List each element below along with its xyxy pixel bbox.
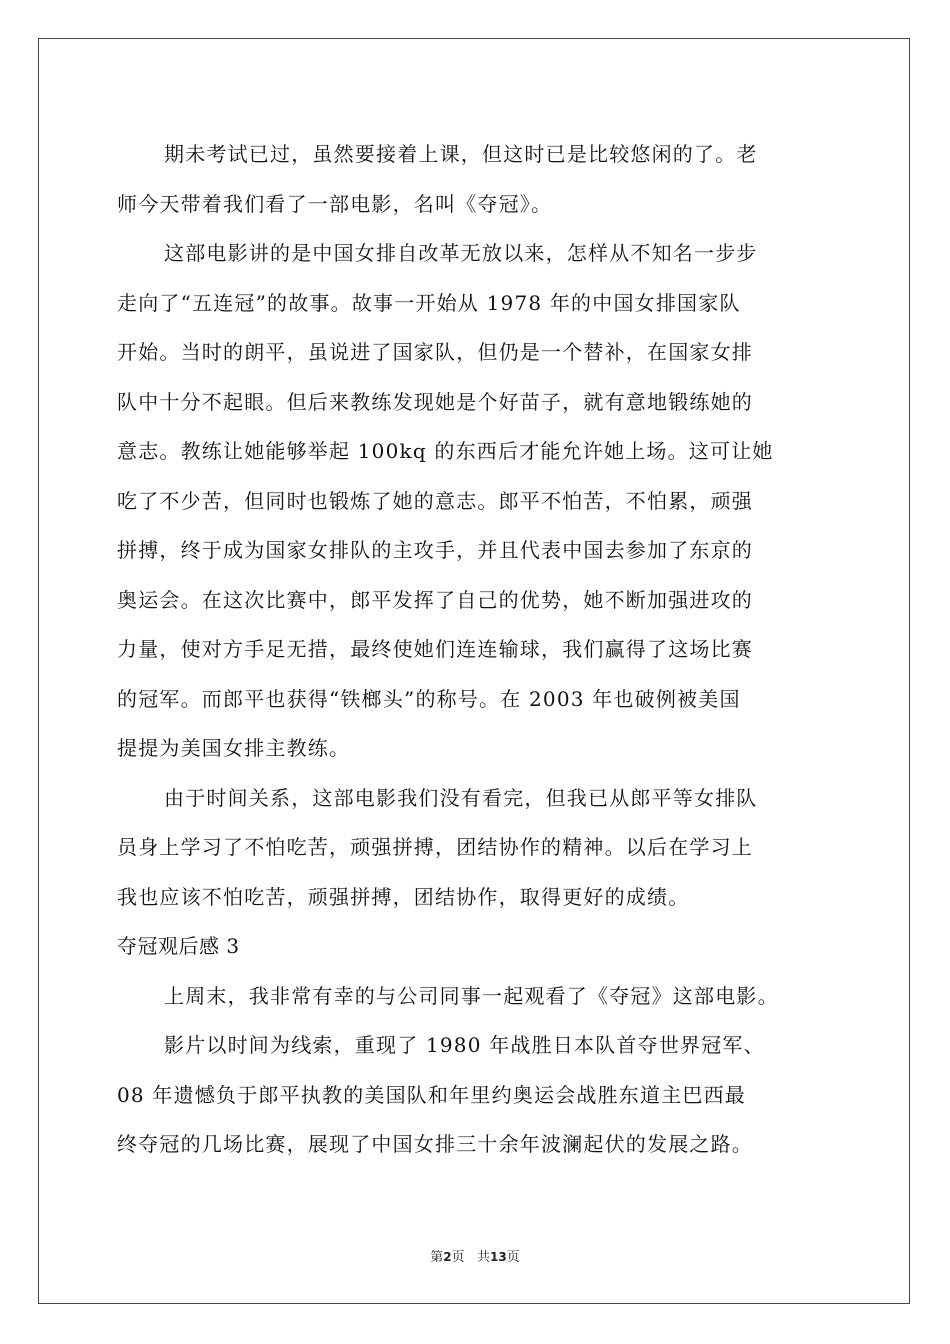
text-line: 力量，使对方手足无措，最终使她们连连输球，我们赢得了这场比赛 (117, 637, 753, 661)
text-line: 由于时间关系，这部电影我们没有看完，但我已从郎平等女排队 (164, 785, 758, 810)
page-number: 2 (443, 1250, 452, 1264)
text-line: 期未考试已过，虽然要接着上课，但这时已是比较悠闲的了。老 (164, 142, 758, 166)
text-line: 开始。当时的朗平，虽说进了国家队，但仍是一个替补，在国家女排 (117, 340, 753, 364)
text-line: 提提为美国女排主教练。 (117, 736, 351, 760)
text-line: 队中十分不起眼。但后来教练发现她是个好苗子，就有意地锻练她的 (117, 389, 753, 414)
text-line: 这部电影讲的是中国女排自改革无放以来，怎样从不知名一步步 (164, 241, 758, 265)
total-prefix: 共 (477, 1250, 491, 1265)
page-label-suffix: 页 (451, 1250, 465, 1265)
text-line: 我也应该不怕吃苦，顽强拼搏，团结协作，取得更好的成绩。 (117, 884, 690, 909)
text-line: 员身上学习了不怕吃苦，顽强拼搏，团结协作的精神。以后在学习上 (117, 835, 753, 859)
page-footer (0, 1246, 950, 1265)
text-line: 终夺冠的几场比赛，展现了中国女排三十余年波澜起伏的发展之路。 (117, 1132, 753, 1156)
text-line: 走向了“五连冠”的故事。故事一开始从 1978 年的中国女排国家队 (117, 290, 741, 315)
text-line: 影片以时间为线索，重现了 1980 年战胜日本队首夺世界冠军、 (164, 1033, 765, 1057)
text-line: 奥运会。在这次比赛中，郎平发挥了自己的优势，她不断加强进攻的 (117, 587, 753, 612)
text-line: 拼搏，终于成为国家女排队的主攻手，并且代表中国去参加了东京的 (117, 538, 753, 562)
section-heading: 夺冠观后感 3 (117, 934, 240, 958)
text-line: 08 年遗憾负于郎平执教的美国队和年里约奥运会战胜东道主巴西最 (117, 1082, 747, 1107)
text-line: 上周末，我非常有幸的与公司同事一起观看了《夺冠》这部电影。 (164, 983, 779, 1008)
text-line: 意志。教练让她能够举起 100kq 的东西后才能允许她上场。这可让她 (117, 439, 774, 463)
text-line: 师今天带着我们看了一部电影，名叫《夺冠》。 (117, 191, 553, 216)
total-suffix: 页 (506, 1250, 520, 1265)
total-pages: 13 (490, 1250, 507, 1264)
page-label-prefix: 第 (430, 1250, 444, 1265)
text-line: 的冠军。而郎平也获得“铁榔头”的称号。在 2003 年也破例被美国 (117, 686, 741, 711)
text-line: 吃了不少苦，但同时也锻炼了她的意志。郎平不怕苦，不怕累，顽强 (117, 488, 753, 513)
document-body (117, 130, 835, 1170)
